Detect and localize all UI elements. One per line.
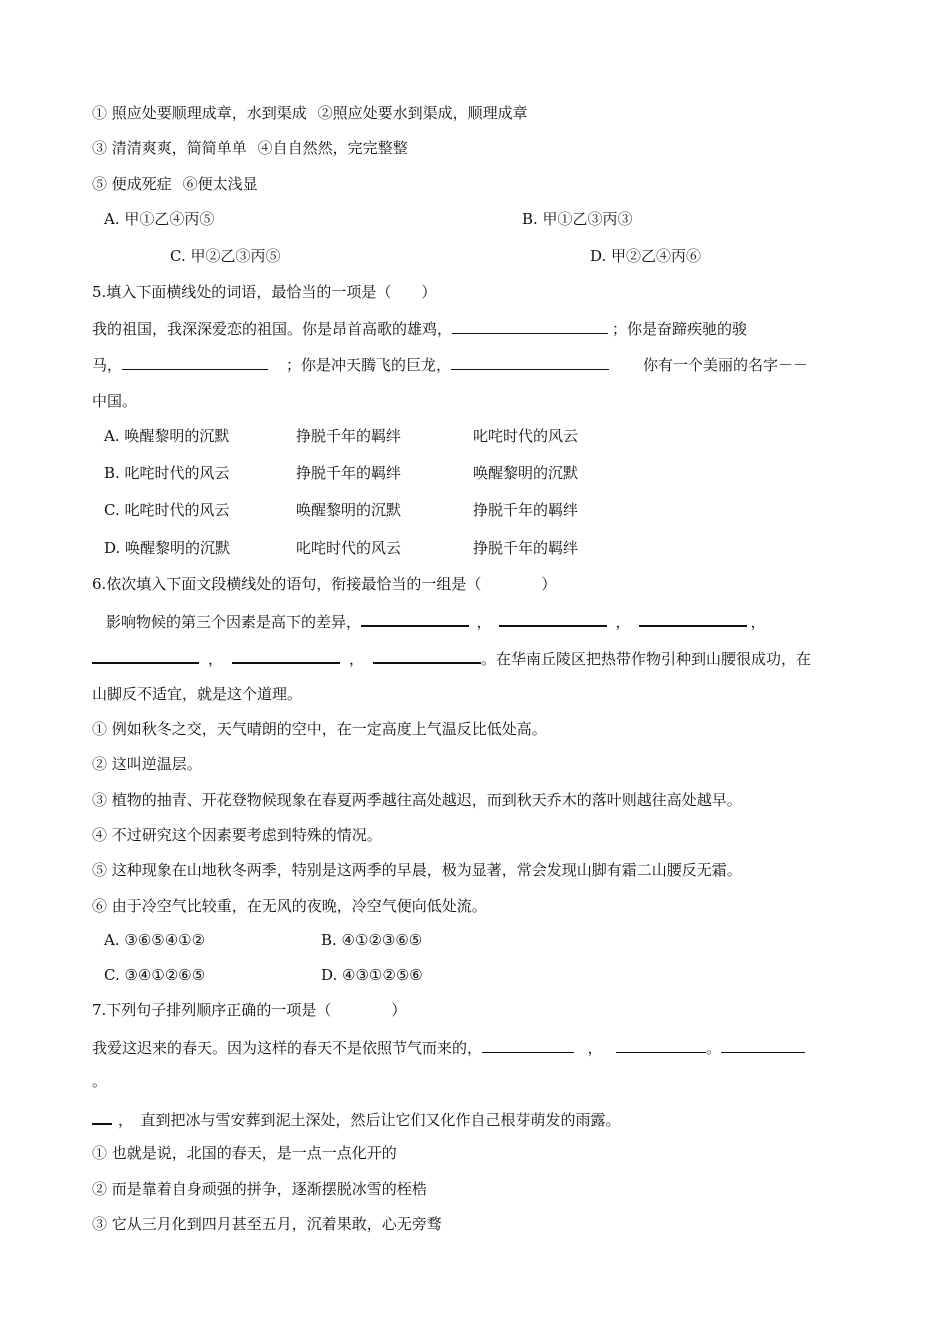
q4-choice-4: ④自自然然，完完整整	[257, 139, 408, 157]
option-label: B. 叱咤时代的风云	[104, 464, 230, 482]
q6-passage-line-1	[106, 610, 769, 632]
q4-option-c[interactable]: C. 甲②乙③丙⑤	[170, 247, 281, 265]
q6-blank-2[interactable]	[499, 610, 607, 627]
q4-choice-3: ③ 清清爽爽，简简单单	[92, 139, 247, 157]
q5-blank-3[interactable]	[451, 354, 609, 370]
q7-blank-2[interactable]	[616, 1037, 706, 1053]
q6-item-4: ④ 不过研究这个因素要考虑到特殊的情况。	[92, 826, 382, 844]
q5-option-b-phrase-3: 唤醒黎明的沉默	[473, 464, 579, 482]
option-label: C. 叱咤时代的风云	[104, 501, 230, 519]
q6-item-3: ③ 植物的抽青、开花登物候现象在春夏两季越往高处越迟，而到秋天乔木的落叶则越往高处越早。	[92, 791, 742, 809]
comma: ，	[207, 650, 223, 668]
comma: ，	[587, 1039, 603, 1057]
q7-passage-text: ， 直到把冰与雪安葬到泥土深处，然后让它们又化作自己根芽萌发的雨露。	[118, 1111, 621, 1129]
q6-passage-line-2	[92, 647, 811, 669]
option-label: A. 唤醒黎明的沉默	[104, 427, 230, 445]
q7-blank-1[interactable]	[482, 1037, 574, 1053]
q5-passage-text: ；你是冲天腾飞的巨龙，	[286, 356, 452, 374]
q4-option-a[interactable]: A. 甲①乙④丙⑤	[104, 210, 215, 228]
q7-stem: 7.下列句子排列顺序正确的一项是（ ）	[92, 1001, 407, 1019]
q5-passage-text: 马，	[92, 356, 123, 374]
q6-item-1: ① 例如秋冬之交，天气晴朗的空中，在一定高度上气温反比低处高。	[92, 720, 547, 738]
comma: ，	[750, 613, 766, 631]
q6-passage-text: 。在华南丘陵区把热带作物引种到山腰很成功，在	[481, 650, 812, 668]
q6-passage-text: 影响物候的第三个因素是高下的差异，	[106, 613, 362, 631]
q4-option-b[interactable]: B. 甲①乙③丙③	[522, 210, 633, 228]
q5-option-c[interactable]	[104, 500, 229, 520]
comma: ，	[615, 613, 631, 631]
q4-choice-5: ⑤ 便成死症	[92, 175, 172, 193]
q4-line-1	[92, 103, 528, 123]
q5-option-d[interactable]	[104, 538, 230, 558]
q7-passage-text: 我爱这迟来的春天。因为这样的春天不是依照节气而来的，	[92, 1039, 483, 1057]
q5-stem: 5.填入下面横线处的词语，最恰当的一项是（ ）	[92, 283, 437, 301]
q5-passage-text: 你有一个美丽的名字－－	[643, 356, 809, 374]
option-label: D. 唤醒黎明的沉默	[104, 539, 231, 557]
q5-passage-text: 我的祖国，我深深爱恋的祖国。你是昂首高歌的雄鸡，	[92, 320, 453, 338]
q7-item-3: ③ 它从三月化到四月甚至五月，沉着果敢，心无旁骛	[92, 1215, 442, 1233]
q6-option-d[interactable]: D. ④③①②⑤⑥	[321, 966, 423, 984]
q7-passage-line-1	[92, 1037, 805, 1058]
q4-choice-2: ②照应处要水到渠成，顺理成章	[317, 104, 528, 122]
q5-option-a[interactable]	[104, 426, 229, 446]
q6-item-6: ⑥ 由于冷空气比较重，在无风的夜晚，冷空气便向低处流。	[92, 897, 487, 915]
q4-choice-6: ⑥便太浅显	[182, 175, 258, 193]
q5-passage-text: ；你是奋蹄疾驰的骏	[612, 320, 748, 338]
q5-option-b[interactable]	[104, 463, 230, 483]
q5-option-d-phrase-3: 挣脱千年的羁绊	[473, 539, 579, 557]
q5-blank-1[interactable]	[452, 318, 608, 334]
q6-option-b[interactable]: B. ④①②③⑥⑤	[321, 931, 423, 949]
period: 。	[706, 1039, 722, 1057]
q5-option-b-phrase-2: 挣脱千年的羁绊	[296, 464, 402, 482]
q6-option-a[interactable]: A. ③⑥⑤④①②	[104, 931, 206, 949]
q7-item-2: ② 而是靠着自身顽强的拼争，逐渐摆脱冰雪的桎梏	[92, 1180, 427, 1198]
q6-blank-4[interactable]	[92, 647, 199, 664]
q7-blank-3-continued[interactable]	[92, 1108, 112, 1125]
q5-option-a-phrase-3: 叱咤时代的风云	[473, 427, 579, 445]
q7-passage-line-3	[92, 1108, 621, 1130]
q5-blank-2[interactable]	[122, 354, 268, 370]
q5-option-c-phrase-2: 唤醒黎明的沉默	[296, 501, 402, 519]
q4-line-3	[92, 174, 258, 194]
q5-option-c-phrase-3: 挣脱千年的羁绊	[473, 501, 579, 519]
q6-item-5: ⑤ 这种现象在山地秋冬两季，特别是这两季的早晨，极为显著，常会发现山脚有霜二山腰反无霜。	[92, 861, 742, 879]
q7-passage-line-2: 。	[92, 1072, 108, 1090]
q6-blank-6[interactable]	[373, 647, 481, 664]
q5-option-a-phrase-2: 挣脱千年的羁绊	[296, 427, 402, 445]
q7-blank-3[interactable]	[721, 1037, 805, 1053]
q5-passage-line-2	[92, 354, 808, 375]
q6-blank-5[interactable]	[232, 647, 340, 664]
q5-option-d-phrase-2: 叱咤时代的风云	[296, 539, 402, 557]
comma: ，	[348, 650, 364, 668]
q4-option-d[interactable]: D. 甲②乙④丙⑥	[590, 247, 702, 265]
q5-passage-line-1	[92, 318, 747, 339]
q4-choice-1: ① 照应处要顺理成章，水到渠成	[92, 104, 307, 122]
q7-item-1: ① 也就是说，北国的春天，是一点一点化开的	[92, 1144, 397, 1162]
q6-blank-3[interactable]	[639, 610, 747, 627]
q5-passage-line-3: 中国。	[92, 392, 138, 410]
q6-passage-line-3: 山脚反不适宜，就是这个道理。	[92, 685, 303, 703]
q6-item-2: ② 这叫逆温层。	[92, 755, 202, 773]
comma: ，	[476, 613, 492, 631]
q6-stem: 6.依次填入下面文段横线处的语句，衔接最恰当的一组是（ ）	[92, 575, 557, 593]
q6-blank-1[interactable]	[361, 610, 469, 627]
q4-line-2	[92, 138, 408, 158]
q6-option-c[interactable]: C. ③④①②⑥⑤	[104, 966, 206, 984]
